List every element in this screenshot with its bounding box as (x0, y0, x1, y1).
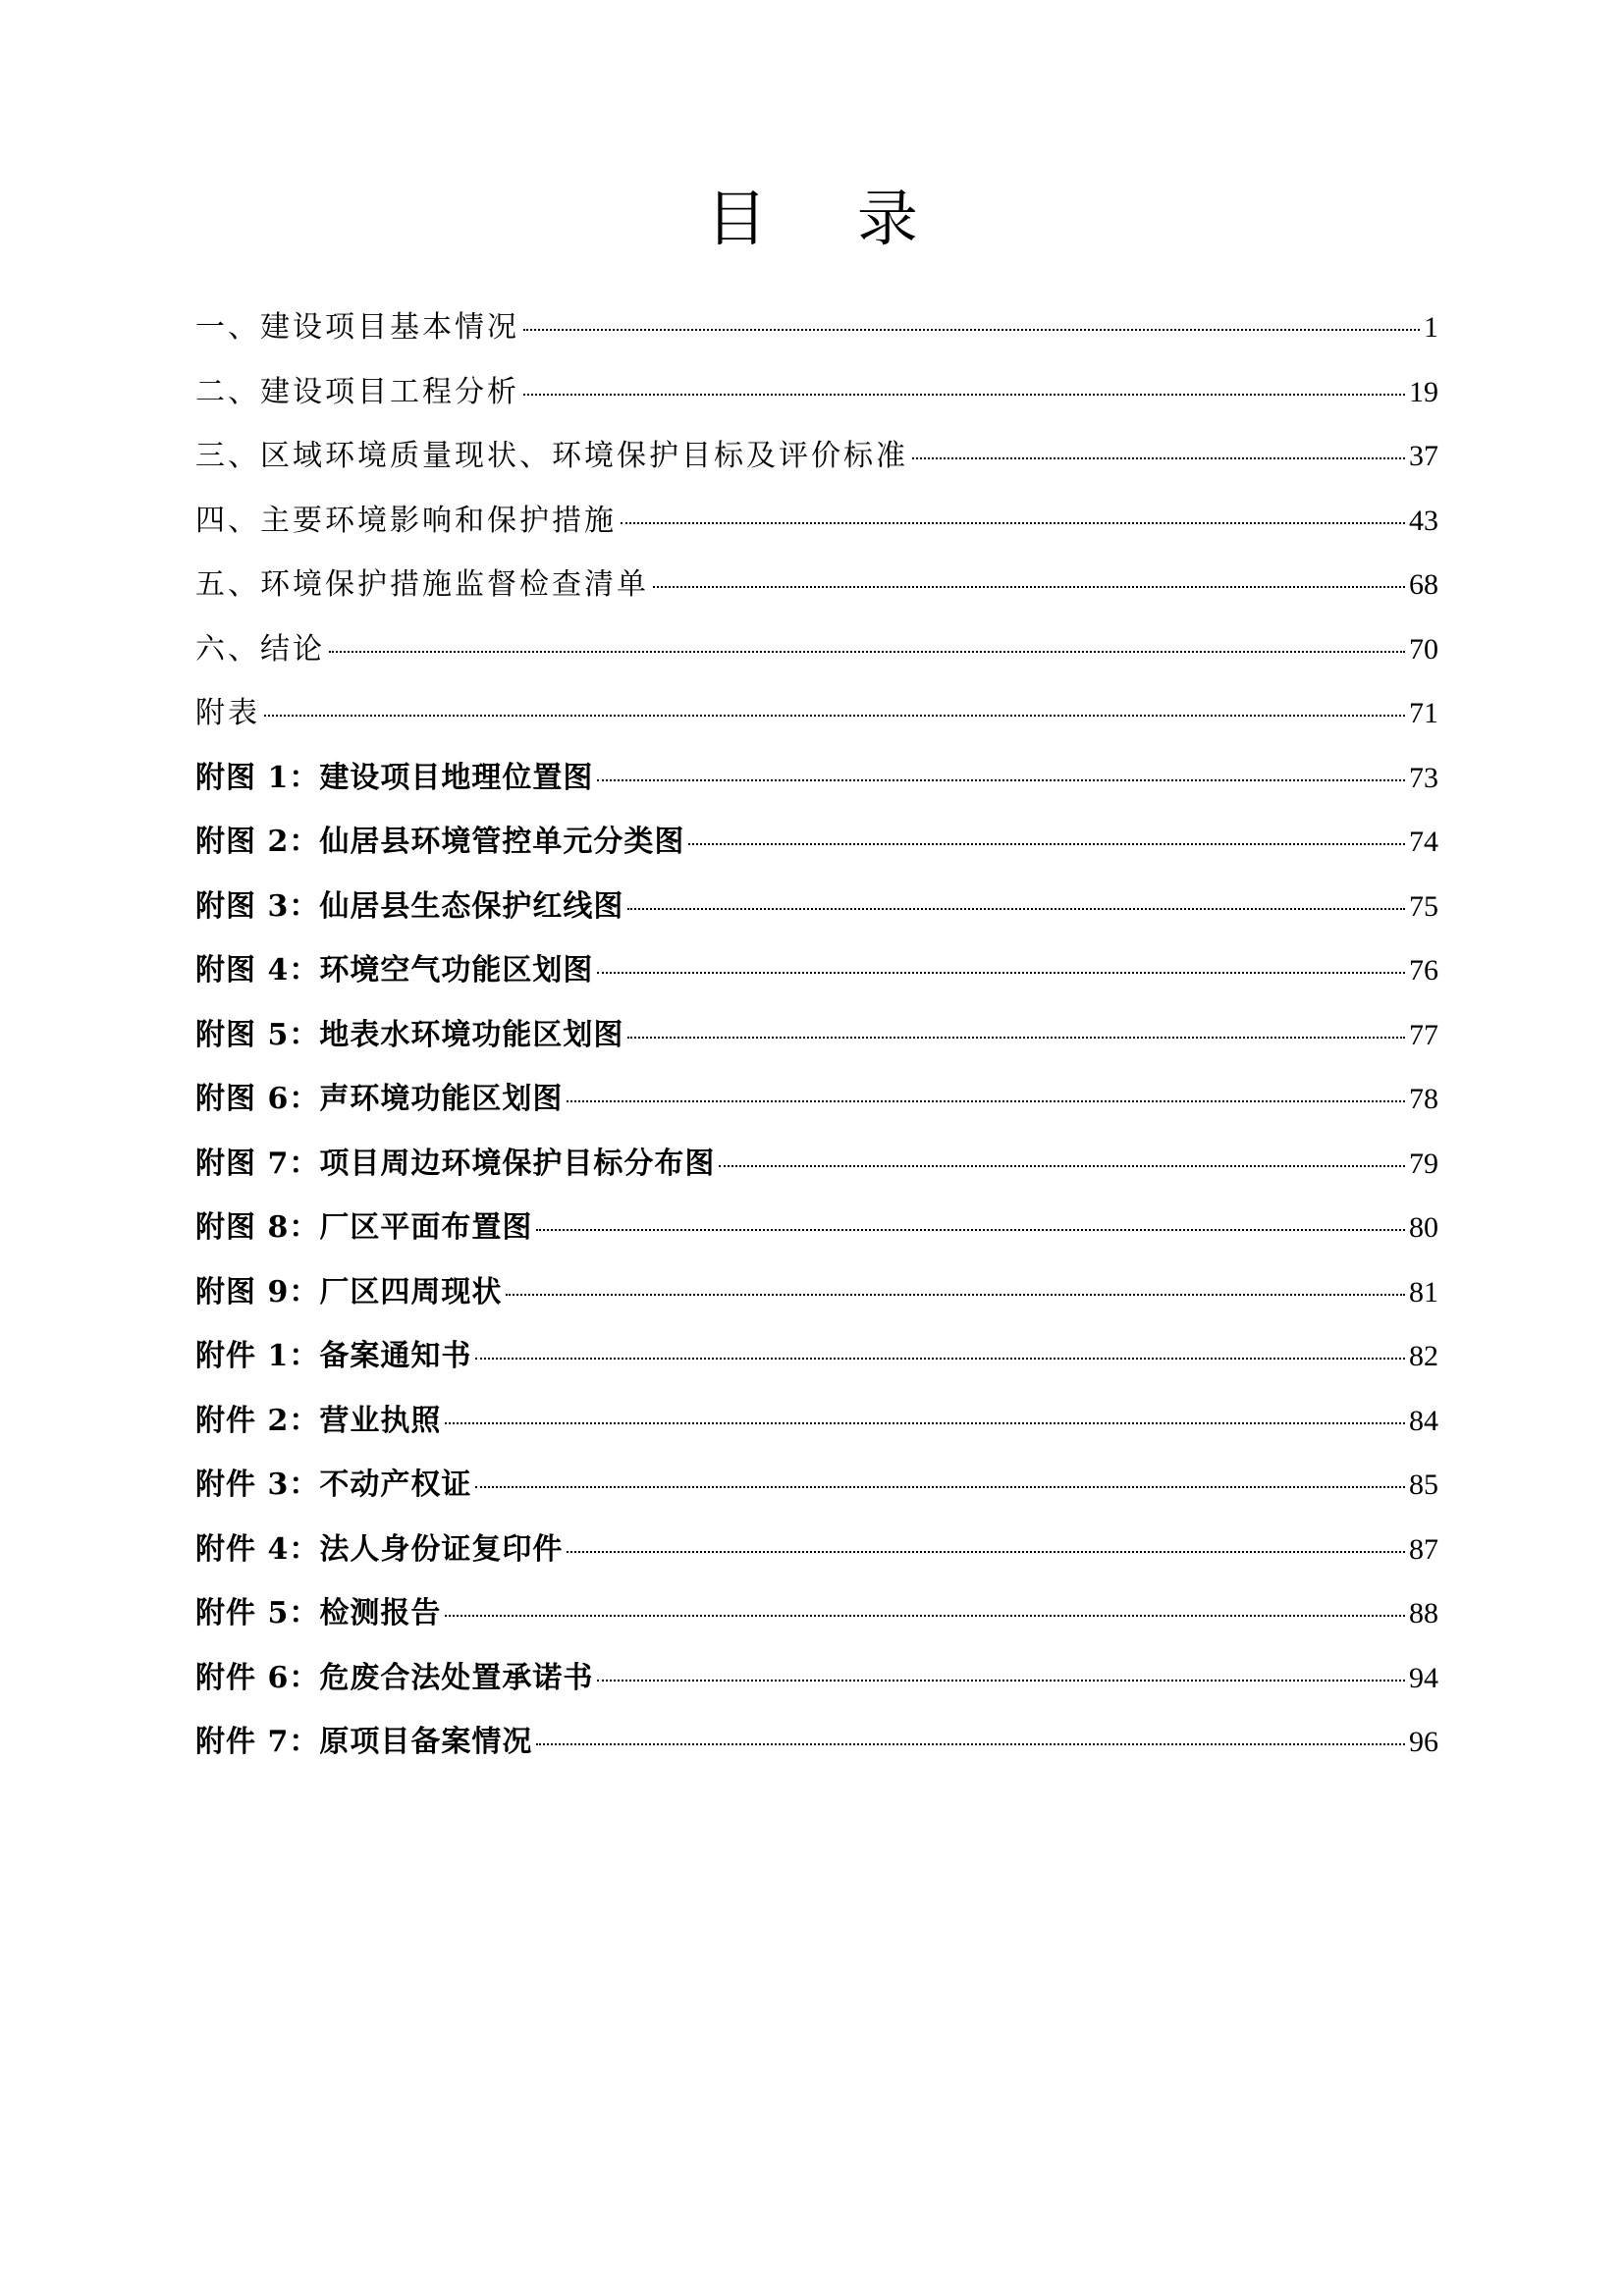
toc-entry-label: 附图 7：项目周边环境保护目标分布图 (195, 1146, 716, 1181)
toc-entry-page: 81 (1409, 1275, 1438, 1308)
dot-leader (567, 1551, 1405, 1553)
dot-leader (536, 1229, 1405, 1231)
toc-entry-page: 85 (1409, 1468, 1438, 1501)
toc-list (195, 295, 1438, 1775)
toc-entry-19[interactable] (195, 1453, 1438, 1518)
toc-entry-page: 77 (1409, 1018, 1438, 1051)
toc-entry-15[interactable] (195, 1196, 1438, 1260)
toc-entry-11[interactable] (195, 938, 1438, 1003)
toc-entry-label: 二、建设项目工程分析 (195, 374, 519, 409)
dot-leader (475, 1358, 1405, 1360)
dot-leader (475, 1486, 1405, 1488)
dot-leader (329, 651, 1405, 653)
toc-entry-page: 94 (1409, 1661, 1438, 1694)
toc-entry-label: 附件 6：危废合法处置承诺书 (195, 1660, 594, 1695)
toc-entry-label: 附图 1：建设项目地理位置图 (195, 760, 594, 795)
dot-leader (597, 779, 1405, 781)
toc-entry-14[interactable] (195, 1132, 1438, 1197)
dot-leader (536, 1743, 1405, 1745)
toc-entry-13[interactable] (195, 1067, 1438, 1132)
dot-leader (264, 715, 1405, 717)
toc-entry-label: 附件 3：不动产权证 (195, 1468, 472, 1502)
toc-entry-label: 附图 3：仙居县生态保护红线图 (195, 888, 624, 924)
toc-entry-label: 附图 2：仙居县环境管控单元分类图 (195, 825, 685, 859)
toc-entry-label: 附件 2：营业执照 (195, 1403, 442, 1438)
toc-entry-page: 71 (1409, 697, 1438, 729)
toc-entry-2[interactable] (195, 360, 1438, 425)
toc-entry-label: 附图 5：地表水环境功能区划图 (195, 1017, 624, 1052)
dot-leader (627, 908, 1405, 910)
toc-entry-4[interactable] (195, 489, 1438, 554)
toc-entry-label: 附件 4：法人身份证复印件 (195, 1531, 564, 1567)
dot-leader (445, 1422, 1405, 1424)
toc-entry-page: 84 (1409, 1404, 1438, 1437)
dot-leader (567, 1100, 1405, 1102)
toc-entry-5[interactable] (195, 553, 1438, 617)
toc-entry-9[interactable] (195, 810, 1438, 875)
toc-entry-page: 80 (1409, 1211, 1438, 1244)
toc-entry-page: 74 (1409, 826, 1438, 858)
toc-entry-7[interactable] (195, 681, 1438, 746)
dot-leader (523, 394, 1405, 396)
dot-leader (597, 1680, 1405, 1682)
toc-entry-page: 82 (1409, 1340, 1438, 1372)
toc-entry-22[interactable] (195, 1646, 1438, 1711)
toc-entry-label: 附图 4：环境空气功能区划图 (195, 953, 594, 988)
toc-entry-page: 68 (1409, 568, 1438, 601)
toc-entry-label: 附件 5：检测报告 (195, 1596, 442, 1630)
toc-entry-20[interactable] (195, 1518, 1438, 1582)
toc-entry-label: 五、环境保护措施监督检查清单 (195, 567, 649, 602)
toc-entry-page: 96 (1409, 1726, 1438, 1758)
dot-leader (912, 457, 1405, 459)
toc-entry-page: 37 (1409, 440, 1438, 472)
dot-leader (627, 1037, 1405, 1039)
toc-entry-page: 19 (1409, 375, 1438, 408)
toc-entry-label: 附图 9：厂区四周现状 (195, 1274, 503, 1309)
toc-entry-23[interactable] (195, 1710, 1438, 1775)
toc-entry-page: 78 (1409, 1083, 1438, 1115)
toc-entry-page: 87 (1409, 1532, 1438, 1566)
toc-entry-16[interactable] (195, 1260, 1438, 1325)
toc-entry-label: 附表 (195, 696, 260, 730)
toc-title: 目 录 (706, 183, 953, 254)
toc-entry-page: 76 (1409, 954, 1438, 987)
toc-entry-page: 73 (1409, 761, 1438, 794)
toc-entry-page: 79 (1409, 1147, 1438, 1180)
dot-leader (445, 1615, 1405, 1617)
toc-entry-3[interactable] (195, 424, 1438, 489)
toc-entry-label: 四、主要环境影响和保护措施 (195, 503, 617, 538)
toc-entry-8[interactable] (195, 746, 1438, 811)
toc-entry-page: 1 (1424, 311, 1438, 344)
toc-entry-17[interactable] (195, 1324, 1438, 1389)
toc-entry-12[interactable] (195, 1003, 1438, 1068)
toc-entry-page: 88 (1409, 1597, 1438, 1629)
toc-entry-page: 43 (1409, 504, 1438, 537)
toc-entry-label: 附件 1：备案通知书 (195, 1339, 472, 1373)
toc-entry-label: 附图 6：声环境功能区划图 (195, 1082, 564, 1116)
toc-entry-10[interactable] (195, 875, 1438, 939)
toc-entry-page: 75 (1409, 889, 1438, 923)
toc-entry-1[interactable] (195, 295, 1438, 360)
toc-entry-label: 三、区域环境质量现状、环境保护目标及评价标准 (195, 439, 908, 473)
toc-entry-18[interactable] (195, 1389, 1438, 1454)
toc-entry-21[interactable] (195, 1581, 1438, 1646)
toc-entry-label: 附件 7：原项目备案情况 (195, 1725, 533, 1759)
dot-leader (688, 843, 1405, 845)
dot-leader (523, 329, 1420, 331)
toc-entry-label: 附图 8：厂区平面布置图 (195, 1210, 533, 1245)
toc-entry-page: 70 (1409, 632, 1438, 666)
dot-leader (719, 1165, 1405, 1167)
dot-leader (506, 1294, 1405, 1296)
toc-entry-label: 一、建设项目基本情况 (195, 310, 519, 345)
toc-entry-label: 六、结论 (195, 631, 325, 667)
dot-leader (653, 586, 1405, 588)
dot-leader (621, 522, 1405, 524)
dot-leader (597, 972, 1405, 974)
toc-entry-6[interactable] (195, 617, 1438, 682)
